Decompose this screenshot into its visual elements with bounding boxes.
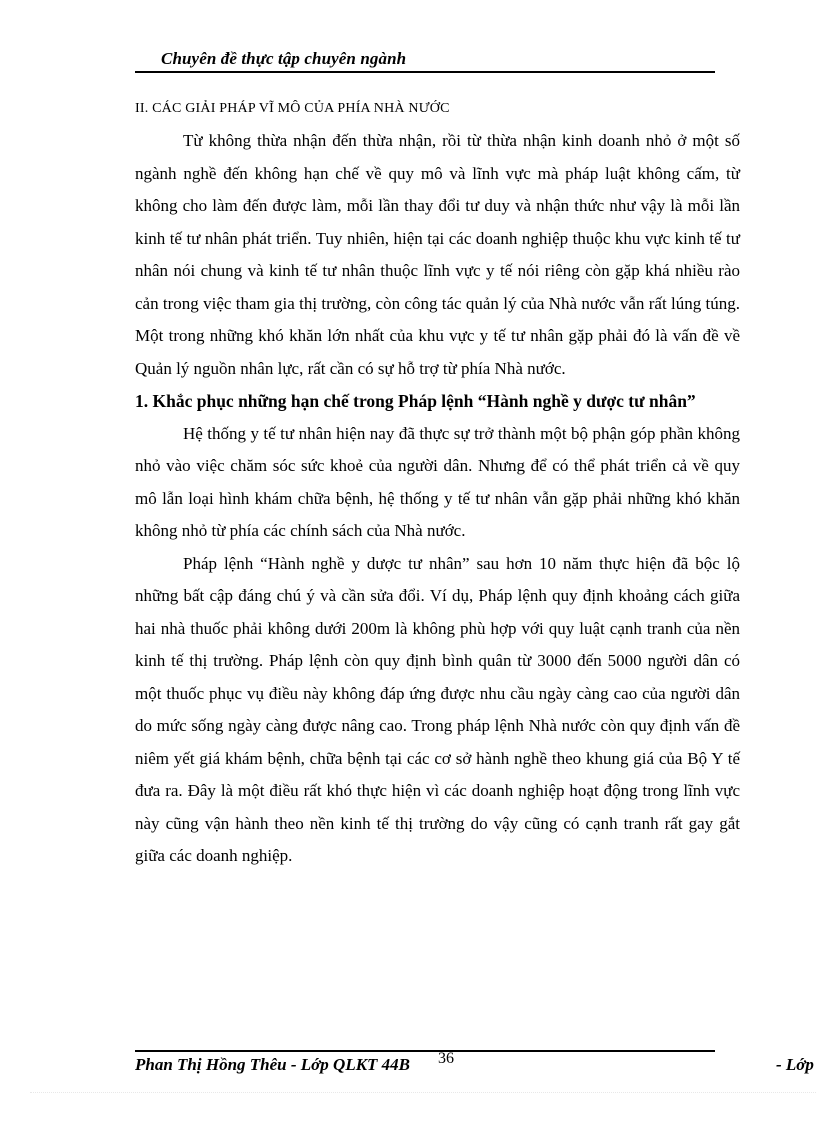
document-body [135, 93, 740, 873]
page-number: 36 [438, 1050, 454, 1067]
footer-right-fragment: - Lớp [776, 1055, 814, 1074]
section-heading: II. CÁC GIẢI PHÁP VĨ MÔ CỦA PHÍA NHÀ NƯỚC [135, 101, 450, 116]
paragraph-2: Hệ thống y tế tư nhân hiện nay đã thực sự trở thành một bộ phận góp phần không nhỏ vào việc chăm sóc sức khoẻ của người dân. Nhưng để có thể phát triển cả về quy mô lẫn loại hình khám chữa bệnh, hệ thống y tế tư nhân vẫn gặp phải những khó khăn không nhỏ từ phía các chính sách của Nhà nước. [135, 423, 740, 540]
header-title: Chuyên đề thực tập chuyên ngành [161, 49, 407, 68]
footer-author: Phan Thị Hồng Thêu - Lớp QLKT 44B [135, 1055, 411, 1074]
paragraph-1: Từ không thừa nhận đến thừa nhận, rồi từ thừa nhận kinh doanh nhỏ ở một số ngành nghề đến không hạn chế về quy mô và lĩnh vực mà pháp luật không cấm, từ không cho làm đến được làm, mỗi lần thay đổi tư duy và nhận thức như vậy là mỗi lần kinh tế tư nhân phát triển. Tuy nhiên, hiện tại các doanh nghiệp thuộc khu vực kinh tế tư nhân nói chung và kinh tế tư nhân thuộc lĩnh vực y tế nói riêng còn gặp khá nhiều rào cản trong việc tham gia thị trường, còn công tác quản lý của Nhà nước vẫn rất lúng túng. Một trong những khó khăn lớn nhất của khu vực y tế tư nhân gặp phải đó là vấn đề về Quản lý nguồn nhân lực, rất cần có sự hỗ trợ từ phía Nhà nước. [135, 131, 740, 378]
subheading: 1. Khắc phục những hạn chế trong Pháp lệnh “Hành nghề y dược tư nhân” [135, 391, 696, 411]
bottom-dotted-line [30, 1092, 816, 1093]
header-rule [135, 71, 715, 73]
footer-rule [135, 1050, 715, 1052]
paragraph-3: Pháp lệnh “Hành nghề y dược tư nhân” sau hơn 10 năm thực hiện đã bộc lộ những bất cập đáng chú ý và cần sửa đổi. Ví dụ, Pháp lệnh quy định khoảng cách giữa hai nhà thuốc phải không dưới 200m là không phù hợp với quy luật cạnh tranh của nền kinh tế thị trường. Pháp lệnh còn quy định bình quân từ 3000 đến 5000 người dân có một thuốc phục vụ điều này không đáp ứng được nhu cầu ngày càng cao của người dân do mức sống ngày càng được nâng cao. Trong pháp lệnh Nhà nước còn quy định vấn đề niêm yết giá khám bệnh, chữa bệnh tại các cơ sở hành nghề theo khung giá của Bộ Y tế đưa ra. Đây là một điều rất khó thực hiện vì các doanh nghiệp hoạt động trong lĩnh vực này cũng vận hành theo nền kinh tế thị trường do vậy cũng có cạnh tranh rất gay gắt giữa các doanh nghiệp. [135, 553, 740, 865]
